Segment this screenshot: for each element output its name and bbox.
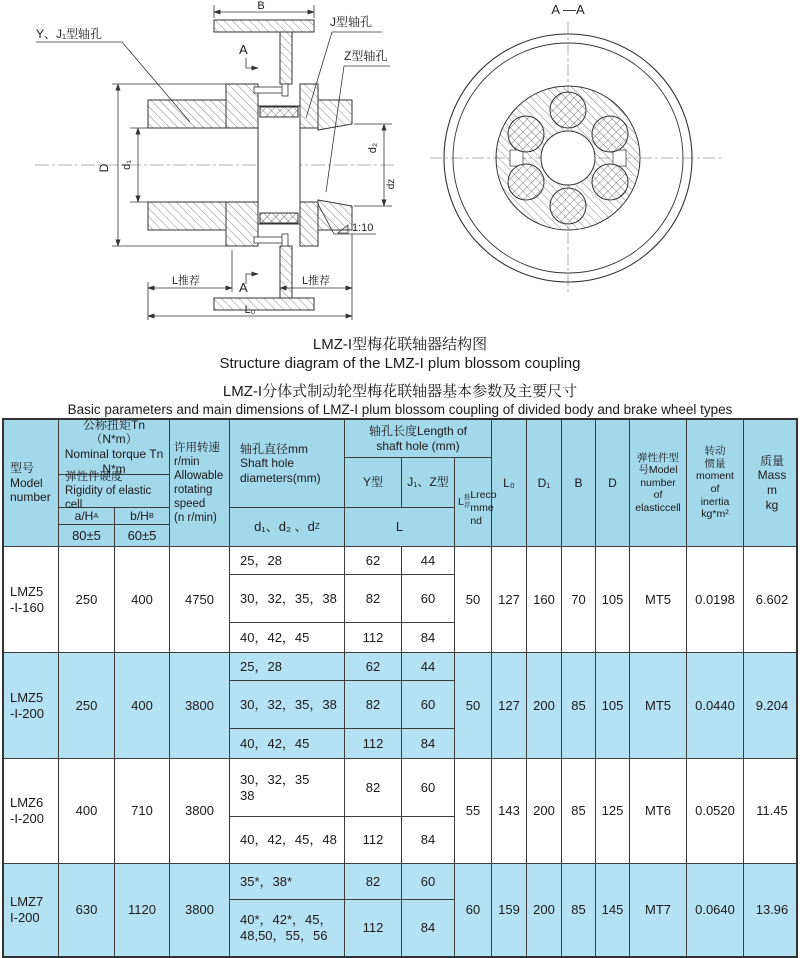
cell-d1: 200 [527, 864, 562, 956]
dim-d-label: D [97, 163, 111, 173]
spider-hub [496, 86, 640, 230]
cell-l-recommend: 50 [455, 653, 492, 758]
cell-torque-b: 400 [115, 653, 170, 758]
section-aa-drawing [400, 0, 800, 330]
table-header [4, 417, 796, 547]
th-d: D [596, 420, 630, 546]
dimension-lines [36, 5, 392, 320]
cell-torque-a: 630 [59, 864, 115, 956]
cell-l-recommend: 55 [455, 759, 492, 863]
cell-length-y: 82 [345, 864, 402, 900]
cell-elastic-model: MT7 [630, 864, 687, 956]
table-title-en: Basic parameters and main dimensions of LMZ-I plum blossom coupling of divided body and brake wheel types [67, 402, 733, 417]
cell-torque-b: 1120 [115, 864, 170, 956]
cell-model: LMZ5 -I-200 [4, 653, 59, 758]
cell-elastic-model: MT6 [630, 759, 687, 863]
cell-d: 105 [596, 547, 630, 652]
cell-d1: 200 [527, 653, 562, 758]
cell-l0: 127 [492, 653, 527, 758]
cell-length-jz: 84 [402, 623, 455, 652]
parameters-table [2, 418, 798, 958]
cell-diameters: 25，28 [230, 547, 345, 575]
cell-l0: 127 [492, 547, 527, 652]
dim-dz-label: dz [386, 178, 397, 190]
cell-torque-a: 250 [59, 653, 115, 758]
cell-speed: 4750 [170, 547, 230, 652]
cell-length-jz: 44 [402, 653, 455, 681]
cell-length-jz: 84 [402, 729, 455, 758]
th-d1: D₁ [527, 420, 562, 546]
cell-d: 105 [596, 653, 630, 758]
cell-diameters: 40，42，45 [230, 729, 345, 758]
cell-inertia: 0.0640 [687, 864, 744, 956]
th-b: B [562, 420, 596, 546]
th-y-type: Y型 [345, 458, 402, 508]
section-a-top-label: A [239, 42, 248, 57]
th-torque: 公称扭矩Tn（N*m） Nominal torque Tn N*m [59, 420, 170, 475]
cell-diameters: 40*，42*，45， 48,50，55，56 [230, 900, 345, 956]
cell-diameters: 40，42，45 [230, 623, 345, 652]
cell-mass: 6.602 [755, 591, 789, 607]
th-model: 型号 Model number [4, 420, 59, 546]
th-speed: 许用转速 r/min Allowable rotating speed (n r/min) [170, 420, 230, 546]
cell-b: 70 [562, 547, 596, 652]
label-z-bore: Z型轴孔 [344, 49, 388, 63]
center-bore [541, 131, 595, 185]
cell-length-y: 82 [345, 575, 402, 623]
cell-d1: 160 [527, 547, 562, 652]
cell-l-recommend: 50 [455, 547, 492, 652]
th-col-b: b/H B [115, 508, 170, 525]
cell-length-jz: 44 [402, 547, 455, 575]
cell-inertia: 0.0440 [687, 653, 744, 758]
dim-d2-label: d₂ [367, 142, 379, 154]
th-mass: 质量 Mass m kg [757, 453, 787, 512]
th-rigidity: 弹性件硬度 Rigidity of elastic cell [59, 475, 170, 508]
dim-b-label: B [257, 0, 265, 12]
cell-b: 85 [562, 653, 596, 758]
cell-torque-a: 250 [59, 547, 115, 652]
th-val-a: 80±5 [59, 525, 115, 546]
th-l0: L₀ [492, 420, 527, 546]
section-a-bottom-label: A [239, 280, 248, 295]
cell-length-y: 112 [345, 817, 402, 863]
th-col-a: a/H A [59, 508, 115, 525]
cell-speed: 3800 [170, 759, 230, 863]
cell-length-jz: 84 [402, 900, 455, 956]
cell-length-jz: 60 [402, 864, 455, 900]
th-diameters: 轴孔直径mm Shaft hole diameters(mm) [230, 420, 345, 508]
cell-mass: 9.204 [755, 697, 789, 713]
cell-l0: 159 [492, 864, 527, 956]
cell-b: 85 [562, 864, 596, 956]
cell-model: LMZ6 -I-200 [4, 759, 59, 863]
cell-length-y: 82 [345, 759, 402, 817]
cell-mass: 13.96 [755, 902, 789, 918]
cell-inertia: 0.0198 [687, 547, 744, 652]
th-jz-type: J₁、Z型 [402, 458, 455, 508]
cell-speed: 3800 [170, 864, 230, 956]
cell-l-recommend: 60 [455, 864, 492, 956]
dim-lrec-left-label: L推荐 [171, 275, 201, 287]
dim-d1-label: d₁ [121, 160, 133, 170]
section-aa-title: A —A [551, 2, 585, 17]
th-elastic: 弹性件型 号Model number of elasticcell [630, 420, 687, 546]
cell-inertia: 0.0520 [687, 759, 744, 863]
label-yj1-bore: Y、J₁型轴孔 [36, 27, 103, 41]
table-row [4, 653, 796, 759]
th-l-rec: L 推荐 Lreco mme nd [455, 458, 492, 546]
cell-diameters: 40，42，45，48 [230, 817, 345, 863]
th-d-sub: d₁、d₂ 、d Z [230, 508, 345, 546]
cell-elastic-model: MT5 [630, 547, 687, 652]
dim-lrec-right-label: L推荐 [301, 275, 331, 287]
cell-model: LMZ7 I-200 [4, 864, 59, 956]
cell-d1: 200 [527, 759, 562, 863]
diagram-area [0, 0, 800, 330]
cell-diameters: 30，32，35，38 [230, 575, 345, 623]
table-row [4, 547, 796, 653]
th-l-label: L [345, 508, 455, 546]
cell-length-y: 112 [345, 900, 402, 956]
cell-torque-b: 710 [115, 759, 170, 863]
cell-l0: 143 [492, 759, 527, 863]
cell-diameters: 30，32，35，38 [230, 681, 345, 729]
cell-elastic-model: MT5 [630, 653, 687, 758]
coupling-cross-section-drawing [0, 0, 400, 330]
cell-speed: 3800 [170, 653, 230, 758]
cell-mass: 11.45 [756, 803, 788, 819]
table-title-zh: LMZ-I分体式制动轮型梅花联轴器基本参数及主要尺寸 [222, 383, 578, 400]
cell-length-y: 62 [345, 653, 402, 681]
cell-length-y: 112 [345, 623, 402, 652]
table-row [4, 864, 796, 956]
cell-torque-b: 400 [115, 547, 170, 652]
structure-caption-en: Structure diagram of the LMZ-I plum blossom coupling [219, 355, 581, 372]
structure-caption-zh: LMZ-I型梅花联轴器结构图 [312, 336, 488, 353]
cell-length-jz: 84 [402, 817, 455, 863]
cell-torque-a: 400 [59, 759, 115, 863]
cell-diameters: 25，28 [230, 653, 345, 681]
cell-length-jz: 60 [402, 575, 455, 623]
cell-diameters: 35*，38* [230, 864, 345, 900]
th-val-b: 60±5 [115, 525, 170, 546]
dim-l0-label: L₀ [244, 304, 256, 316]
cell-length-jz: 60 [402, 681, 455, 729]
cell-b: 85 [562, 759, 596, 863]
label-j-bore: J型轴孔 [330, 15, 373, 29]
th-inertia: 转动 惯量 moment of inertia kg*m² [687, 420, 744, 546]
cell-length-y: 62 [345, 547, 402, 575]
cell-length-y: 112 [345, 729, 402, 758]
cell-length-y: 82 [345, 681, 402, 729]
taper-label: 1:10 [352, 222, 374, 234]
cell-model: LMZ5 -I-160 [4, 547, 59, 652]
cell-length-jz: 60 [402, 759, 455, 817]
cell-d: 125 [596, 759, 630, 863]
captions [0, 335, 800, 418]
cell-d: 145 [596, 864, 630, 956]
cell-diameters: 30，32，35 38 [230, 759, 345, 817]
th-length: 轴孔长度Length of shaft hole (mm) [345, 420, 492, 458]
table-row [4, 759, 796, 864]
